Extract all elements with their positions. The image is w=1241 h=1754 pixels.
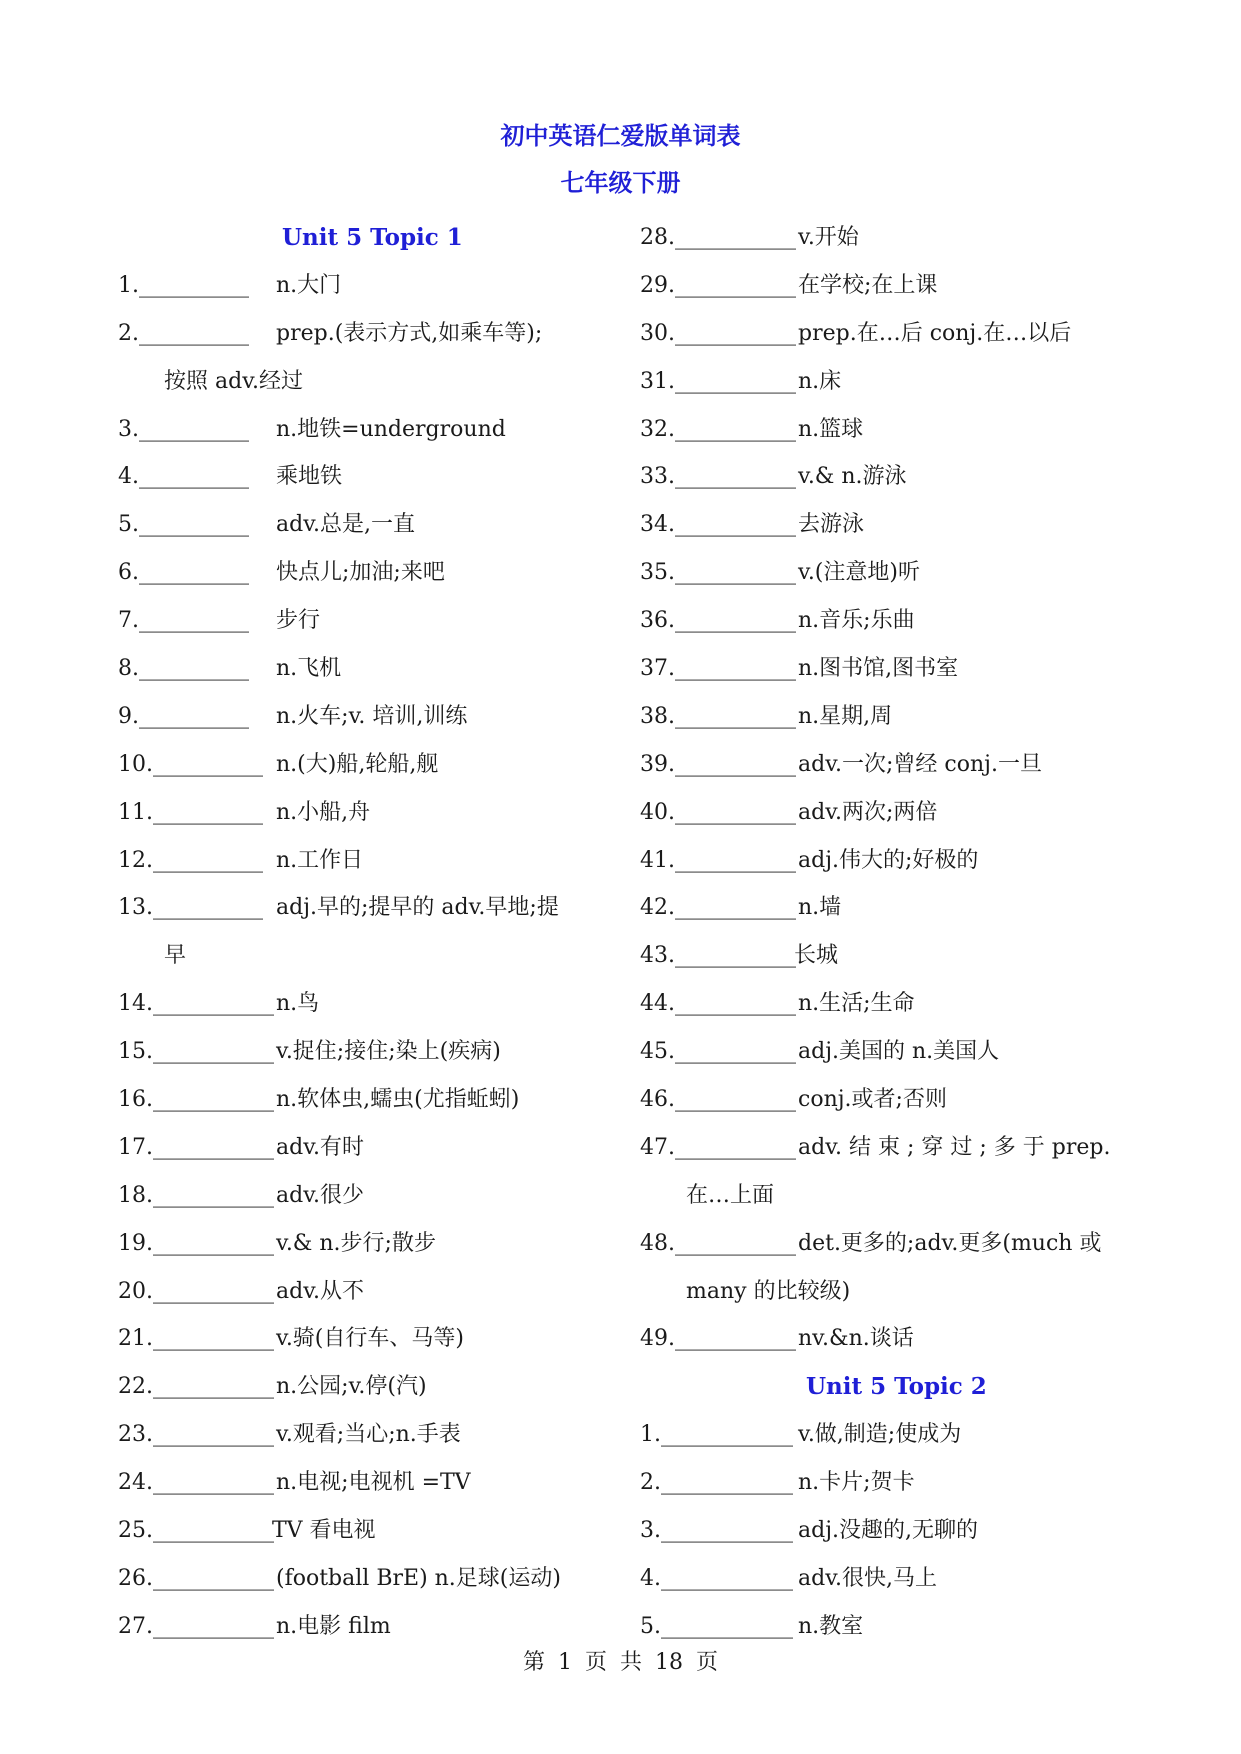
vocab-entry — [118, 406, 608, 454]
entry-definition: v.观看;当心;n.手表 — [276, 1422, 461, 1448]
entry-definition: 长城 — [794, 943, 839, 969]
vocab-entry — [640, 1315, 1130, 1363]
vocab-entry — [118, 1507, 608, 1555]
entry-number-blank[interactable]: 5.__________ — [118, 512, 249, 538]
vocab-entry — [640, 884, 1130, 932]
definition-continuation: 按照 adv.经过 — [164, 368, 304, 394]
entry-number-blank[interactable]: 17.___________ — [118, 1134, 274, 1160]
entry-number-blank[interactable]: 1.____________ — [640, 1422, 793, 1448]
entry-number-blank[interactable]: 5.____________ — [640, 1613, 793, 1639]
entry-definition: adv.两次;两倍 — [798, 799, 938, 825]
vocab-entry — [118, 980, 608, 1028]
entry-number-blank[interactable]: 46.___________ — [640, 1087, 796, 1113]
entry-number-blank[interactable]: 11.__________ — [118, 799, 263, 825]
entry-definition: n.音乐;乐曲 — [798, 608, 915, 634]
vocab-entry — [118, 1268, 608, 1316]
entry-definition: 去游泳 — [798, 512, 865, 538]
entry-number-blank[interactable]: 24.___________ — [118, 1470, 274, 1496]
vocab-entry — [640, 1124, 1130, 1172]
entry-definition: adv.很少 — [276, 1182, 365, 1208]
entry-number-blank[interactable]: 38.___________ — [640, 703, 796, 729]
entry-definition: n.床 — [798, 368, 842, 394]
vocab-entry — [640, 358, 1130, 406]
vocab-entry — [640, 406, 1130, 454]
entry-number-blank[interactable]: 49.___________ — [640, 1326, 796, 1352]
entry-number-blank[interactable]: 7.__________ — [118, 608, 249, 634]
entry-number-blank[interactable]: 4.____________ — [640, 1565, 793, 1591]
entry-definition: n.星期,周 — [798, 703, 893, 729]
section-heading: Unit 5 Topic 2 — [806, 1373, 987, 1401]
definition-continuation: many 的比较级) — [686, 1278, 851, 1304]
entry-definition: v.(注意地)听 — [798, 560, 920, 586]
entry-definition: n.飞机 — [276, 656, 342, 682]
vocab-entry — [118, 262, 608, 310]
entry-number-blank[interactable]: 27.___________ — [118, 1613, 274, 1639]
entry-definition: adj.美国的 n.美国人 — [798, 1039, 1000, 1065]
vocab-entry — [118, 549, 608, 597]
vocab-entry — [118, 693, 608, 741]
entry-number-blank[interactable]: 20.___________ — [118, 1278, 274, 1304]
vocab-entry — [640, 453, 1130, 501]
section-heading: Unit 5 Topic 1 — [282, 224, 463, 251]
entry-number-blank[interactable]: 18.___________ — [118, 1182, 274, 1208]
entry-number-blank[interactable]: 30.___________ — [640, 320, 796, 346]
vocab-entry — [640, 693, 1130, 741]
vocab-entry — [640, 597, 1130, 645]
vocab-entry — [640, 1220, 1130, 1268]
left-word-column — [118, 214, 608, 1651]
definition-continuation: 在…上面 — [686, 1182, 775, 1208]
vocab-entry — [118, 1315, 608, 1363]
entry-number-blank[interactable]: 29.___________ — [640, 272, 796, 298]
entry-number-blank[interactable]: 2.____________ — [640, 1470, 793, 1496]
vocab-entry — [640, 789, 1130, 837]
entry-definition: n.小船,舟 — [276, 799, 371, 825]
entry-number-blank[interactable]: 12.__________ — [118, 847, 263, 873]
entry-number-blank[interactable]: 9.__________ — [118, 703, 249, 729]
entry-definition: v.捉住;接住;染上(疾病) — [276, 1039, 501, 1065]
entry-definition: n.篮球 — [798, 416, 864, 442]
vocab-entry — [640, 1076, 1130, 1124]
entry-definition: adv.一次;曾经 conj.一旦 — [798, 751, 1042, 777]
entry-definition: v.& n.步行;散步 — [276, 1230, 436, 1256]
entry-number-blank[interactable]: 2.__________ — [118, 320, 249, 346]
entry-definition: v.& n.游泳 — [798, 464, 907, 490]
vocab-entry — [118, 741, 608, 789]
vocab-entry — [640, 1603, 1130, 1651]
entry-number-blank[interactable]: 33.___________ — [640, 464, 796, 490]
entry-number-blank[interactable]: 21.___________ — [118, 1326, 274, 1352]
entry-definition: n.大门 — [276, 272, 342, 298]
vocab-entry — [118, 1028, 608, 1076]
vocab-entry — [118, 453, 608, 501]
entry-number-blank[interactable]: 40.___________ — [640, 799, 796, 825]
entry-definition: n.地铁=underground — [276, 416, 506, 442]
entry-number-blank[interactable]: 4.__________ — [118, 464, 249, 490]
entry-number-blank[interactable]: 36.___________ — [640, 608, 796, 634]
entry-definition: det.更多的;adv.更多(much 或 — [798, 1230, 1102, 1256]
vocab-entry — [640, 932, 1130, 980]
entry-definition: prep.在…后 conj.在…以后 — [798, 320, 1072, 346]
entry-number-blank[interactable]: 1.__________ — [118, 272, 249, 298]
entry-number-blank[interactable]: 47.___________ — [640, 1134, 796, 1160]
entry-definition: n.火车;v. 培训,训练 — [276, 703, 468, 729]
page-subtitle: 七年级下册 — [560, 168, 681, 197]
entry-definition: v.骑(自行车、马等) — [276, 1326, 464, 1352]
vocab-entry — [640, 501, 1130, 549]
entry-number-blank[interactable]: 44.___________ — [640, 991, 796, 1017]
entry-number-blank[interactable]: 43.___________ — [640, 943, 796, 969]
entry-definition: nv.&n.谈话 — [798, 1326, 914, 1352]
entry-number-blank[interactable]: 22.___________ — [118, 1374, 274, 1400]
vocab-entry — [118, 1172, 608, 1220]
vocab-entry — [640, 645, 1130, 693]
entry-definition: n.软体虫,蠕虫(尤指蚯蚓) — [276, 1087, 520, 1113]
entry-definition: adv.从不 — [276, 1278, 365, 1304]
entry-definition: n.电视;电视机 =TV — [276, 1470, 471, 1496]
entry-definition: TV 看电视 — [272, 1518, 376, 1544]
vocab-entry — [640, 1507, 1130, 1555]
entry-number-blank[interactable]: 26.___________ — [118, 1565, 274, 1591]
entry-definition: n.生活;生命 — [798, 991, 915, 1017]
vocab-entry — [118, 1076, 608, 1124]
entry-number-blank[interactable]: 31.___________ — [640, 368, 796, 394]
entry-number-blank[interactable]: 6.__________ — [118, 560, 249, 586]
vocab-entry — [118, 597, 608, 645]
entry-number-blank[interactable]: 39.___________ — [640, 751, 796, 777]
entry-definition: n.教室 — [798, 1613, 864, 1639]
entry-definition: n.电影 film — [276, 1613, 391, 1639]
entry-definition: v.开始 — [798, 225, 859, 250]
entry-definition: n.(大)船,轮船,舰 — [276, 751, 439, 777]
entry-definition: (football BrE) n.足球(运动) — [276, 1565, 561, 1591]
vocab-entry — [640, 1028, 1130, 1076]
vocab-entry — [118, 501, 608, 549]
entry-number-blank[interactable]: 10.__________ — [118, 751, 263, 777]
vocab-entry — [118, 1459, 608, 1507]
entry-number-blank[interactable]: 28.___________ — [640, 225, 796, 250]
entry-definition: n.卡片;贺卡 — [798, 1470, 915, 1496]
vocab-entry — [118, 645, 608, 693]
entry-number-blank[interactable]: 37.___________ — [640, 656, 796, 682]
vocab-entry — [118, 1124, 608, 1172]
entry-number-blank[interactable]: 8.__________ — [118, 656, 249, 682]
entry-definition: adj.早的;提早的 adv.早地;提 — [276, 895, 559, 921]
vocab-entry — [118, 1363, 608, 1411]
right-word-column — [640, 214, 1130, 1651]
vocab-entry — [118, 1603, 608, 1651]
entry-definition: prep.(表示方式,如乘车等); — [276, 320, 543, 346]
entry-definition: adv.有时 — [276, 1134, 365, 1160]
vocab-entry — [118, 789, 608, 837]
entry-definition: 乘地铁 — [276, 464, 343, 490]
entry-definition: v.做,制造;使成为 — [798, 1422, 962, 1448]
vocab-entry — [118, 1411, 608, 1459]
entry-definition: 步行 — [276, 608, 321, 634]
vocab-entry — [640, 1459, 1130, 1507]
entry-number-blank[interactable]: 25.___________ — [118, 1518, 274, 1544]
entry-definition: 在学校;在上课 — [798, 272, 938, 298]
entry-definition: adv. 结 束 ; 穿 过 ; 多 于 prep. — [798, 1134, 1111, 1160]
entry-number-blank[interactable]: 16.___________ — [118, 1087, 274, 1113]
vocab-entry — [118, 1220, 608, 1268]
entry-number-blank[interactable]: 13.__________ — [118, 895, 263, 921]
entry-number-blank[interactable]: 15.___________ — [118, 1039, 274, 1065]
entry-number-blank[interactable]: 14.___________ — [118, 991, 274, 1017]
vocab-entry — [640, 1555, 1130, 1603]
entry-definition: adj.没趣的,无聊的 — [798, 1518, 979, 1544]
entry-number-blank[interactable]: 45.___________ — [640, 1039, 796, 1065]
vocab-entry — [640, 262, 1130, 310]
entry-definition: adv.很快,马上 — [798, 1565, 938, 1591]
entry-number-blank[interactable]: 3.__________ — [118, 416, 249, 442]
entry-number-blank[interactable]: 41.___________ — [640, 847, 796, 873]
entry-number-blank[interactable]: 42.___________ — [640, 895, 796, 921]
vocab-entry — [640, 741, 1130, 789]
vocab-entry — [640, 310, 1130, 358]
entry-definition: n.工作日 — [276, 847, 364, 873]
entry-definition: n.图书馆,图书室 — [798, 656, 959, 682]
entry-number-blank[interactable]: 23.___________ — [118, 1422, 274, 1448]
entry-number-blank[interactable]: 48.___________ — [640, 1230, 796, 1256]
vocab-entry — [118, 837, 608, 885]
vocab-entry — [640, 837, 1130, 885]
entry-definition: n.墙 — [798, 895, 842, 921]
entry-number-blank[interactable]: 3.____________ — [640, 1518, 793, 1544]
entry-definition: adv.总是,一直 — [276, 512, 416, 538]
entry-definition: adj.伟大的;好极的 — [798, 847, 979, 873]
entry-definition: 快点儿;加油;来吧 — [276, 560, 445, 586]
vocab-entry — [118, 1555, 608, 1603]
entry-definition: n.公园;v.停(汽) — [276, 1374, 427, 1400]
entry-definition: conj.或者;否则 — [798, 1087, 947, 1113]
vocab-entry — [640, 214, 1130, 262]
page-footer: 第 1 页 共 18 页 — [523, 1650, 718, 1675]
vocab-entry — [118, 884, 608, 932]
entry-number-blank[interactable]: 32.___________ — [640, 416, 796, 442]
page-title: 初中英语仁爱版单词表 — [500, 121, 741, 150]
definition-continuation: 早 — [164, 943, 187, 969]
vocab-entry — [118, 310, 608, 358]
entry-number-blank[interactable]: 35.___________ — [640, 560, 796, 586]
vocab-entry — [640, 980, 1130, 1028]
entry-number-blank[interactable]: 19.___________ — [118, 1230, 274, 1256]
entry-definition: n.鸟 — [276, 991, 320, 1017]
vocab-entry — [640, 549, 1130, 597]
entry-number-blank[interactable]: 34.___________ — [640, 512, 796, 538]
vocab-entry — [640, 1411, 1130, 1459]
